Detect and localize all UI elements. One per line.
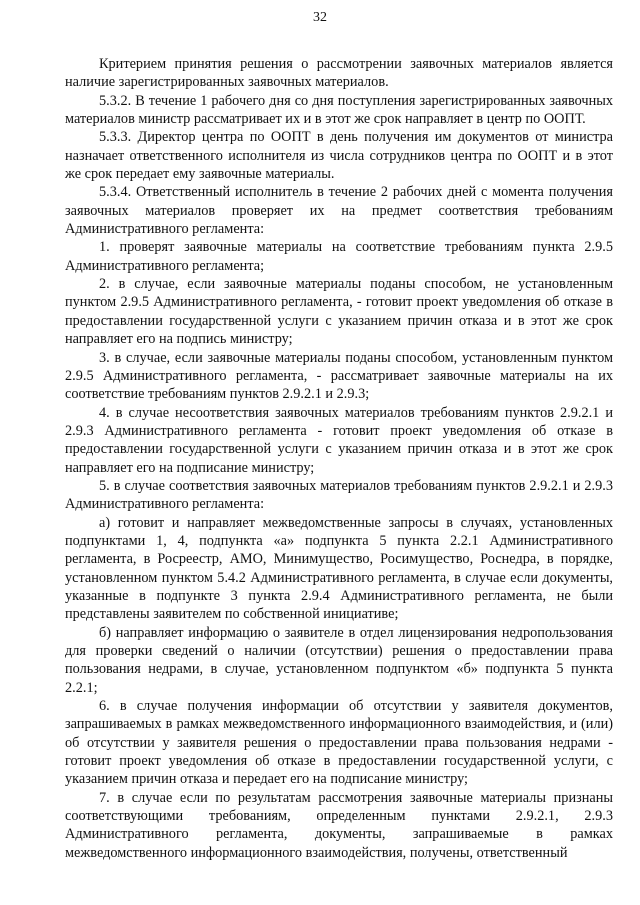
list-item-5b: б) направляет информацию о заявителе в отдел лицензирования недропользования для проверки сведений о наличии (отсутствии) решения о предоставлении права пользования недрами, в случае, установленном подпунктом «б» подпункта 5 пункта 2.2.1; (65, 624, 613, 696)
list-item-5: 5. в случае соответствия заявочных материалов требованиям пунктов 2.9.2.1 и 2.9.3 Административного регламента: (65, 477, 613, 513)
paragraph-5-3-4: 5.3.4. Ответственный исполнитель в течение 2 рабочих дней с момента получения заявочных материалов проверяет их на предмет соответствия требованиям Административного регламента: (65, 184, 613, 238)
paragraph-5-3-2: 5.3.2. В течение 1 рабочего дня со дня поступления зарегистрированных заявочных материалов министр рассматривает их и в этот же срок направляет в центр по ООПТ. (65, 92, 613, 128)
list-item-6: 6. в случае получения информации об отсутствии у заявителя документов, запрашиваемых в рамках межведомственного информационного взаимодействия, и (или) об отсутствии у заявителя решения о предоставлении права пользования недрами - готовит проект уведомления об отказе в предоставлении государственной услуги, с указанием причин отказа и передает его на подписание министру; (65, 698, 613, 788)
paragraph-5-3-3: 5.3.3. Директор центра по ООПТ в день получения им документов от министра назначает ответственного исполнителя из числа сотрудников центра по ООПТ и в этот же срок передает ему заявочные материалы. (65, 129, 613, 183)
paragraph-criterion: Критерием принятия решения о рассмотрении заявочных материалов является наличие зарегистрированных заявочных материалов. (65, 56, 613, 91)
list-item-7: 7. в случае если по результатам рассмотрения заявочные материалы признаны соответствующими требованиям, определенным пунктами 2.9.2.1, 2.9.3 Административного регламента, документы, запрашиваемые в рамках межведомственного информационного взаимодействия, получены, ответственный (65, 789, 613, 861)
list-item-5a: а) готовит и направляет межведомственные запросы в случаях, установленных подпунктами 1, 4, подпункта «а» подпункта 5 пункта 2.2.1 Административного регламента, в Росреестр, АМО, Минимущество, Росимущество, Роснедра, в порядке, установленном пунктом 5.4.2 Административного регламента, в случае если документы, указанные в подпункте 3 пункта 2.9.4 Административного регламента, не были представлены заявителем по собственной инициативе; (65, 514, 613, 623)
list-item-1: 1. проверят заявочные материалы на соответствие требованиям пункта 2.9.5 Административного регламента; (65, 239, 613, 274)
list-item-4: 4. в случае несоответствия заявочных материалов требованиям пунктов 2.9.2.1 и 2.9.3 Административного регламента - готовит проект уведомления об отказе в предоставлении государственной услуги с указанием причин отказа и в этот же срок направляет его на подписание министру; (65, 404, 613, 476)
page-number: 32 (313, 10, 327, 25)
list-item-3: 3. в случае, если заявочные материалы поданы способом, установленным пунктом 2.9.5 Административного регламента, - рассматривает заявочные материалы на их соответствие требованиям пунктов 2.9.2.1 и 2.9.3; (65, 349, 613, 403)
document-body (65, 55, 613, 862)
list-item-2: 2. в случае, если заявочные материалы поданы способом, не установленным пунктом 2.9.5 Административного регламента, - готовит проект уведомления об отказе в предоставлении государственной услуги с указанием причин отказа и в этот же срок направляет его на подпись министру; (65, 276, 613, 348)
